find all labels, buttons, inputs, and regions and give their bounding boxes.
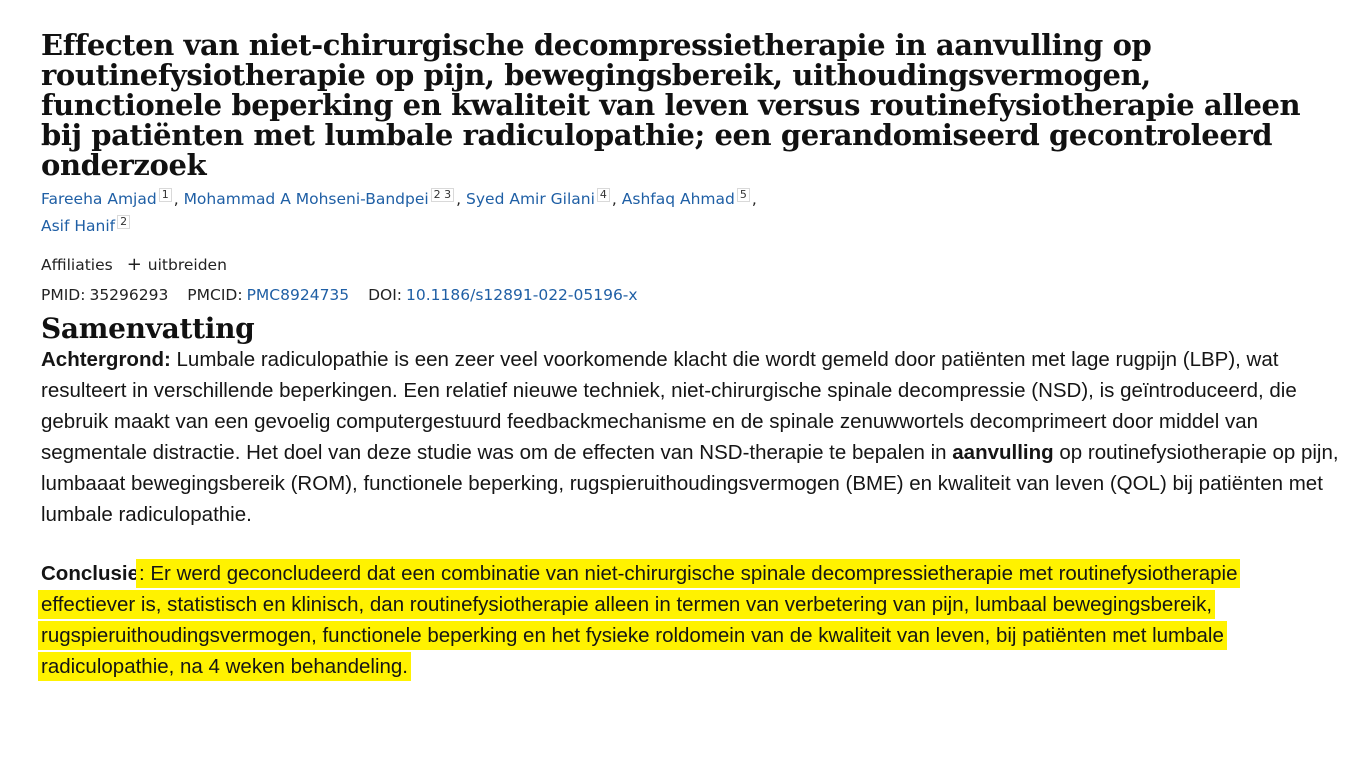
abstract-heading: Samenvatting xyxy=(41,312,255,345)
background-paragraph xyxy=(41,344,1341,530)
pmcid-link[interactable]: PMC8924735 xyxy=(246,286,350,304)
affiliation-ref[interactable]: 4 xyxy=(597,188,610,202)
doi-link[interactable]: 10.1186/s12891-022-05196-x xyxy=(406,286,638,304)
author-link[interactable]: Fareeha Amjad xyxy=(41,190,157,208)
background-bold-word: aanvulling xyxy=(952,441,1054,464)
article xyxy=(41,30,1341,703)
pmcid-label: PMCID: xyxy=(187,286,243,304)
author-link[interactable]: Asif Hanif xyxy=(41,217,116,235)
affiliation-ref[interactable]: 2 xyxy=(117,215,130,229)
doi-label: DOI: xyxy=(368,286,403,304)
background-text: Lumbale radiculopathie is een zeer veel voorkomende klacht die wordt gemeld door patiënten met lage rugpijn (LBP), wat resulteert in verschillende beperkingen. Een relatief nieuwe techniek, niet-chirurgische spinale decompressie (NSD), is geïntroduceerd, die gebruik maakt van een gevoelig computergestuurd feedbackmechanisme en de spinale zenuwwortels decomprimeert door middel van segmentale distractie. Het doel van deze studie was om de effecten van NSD-therapie te bepalen in xyxy=(41,348,1297,464)
plus-icon: + xyxy=(126,254,142,275)
conclusion-paragraph xyxy=(41,558,1306,682)
pmid-label: PMID: xyxy=(41,286,86,304)
background-text-continued: op routinefysiotherapie op pijn, lumbaaat bewegingsbereik (ROM), functionele beperking, rugspieruithoudingsvermogen (BME) en kwaliteit van leven (QOL) bij patiënten met lumbale radiculopathie. xyxy=(41,441,1339,526)
affiliations-label: Affiliaties xyxy=(41,256,113,274)
background-label: Achtergrond: xyxy=(41,348,171,371)
article-title: Effecten van niet-chirurgische decompressietherapie in aanvulling op routinefysiotherapie op pijn, bewegingsbereik, uithoudingsvermogen, functionele beperking en kwaliteit van leven versus routinefysiotherapie alleen bij patiënten met lumbale radiculopathie; een gerandomiseerd gecontroleerd onderzoek xyxy=(41,28,1301,182)
conclusion-colon: : xyxy=(138,562,145,585)
conclusion-highlight xyxy=(41,562,1237,678)
affiliations-row xyxy=(41,256,1341,274)
conclusion-label: Conclusie xyxy=(41,562,139,585)
expand-label: uitbreiden xyxy=(147,256,227,274)
pmid-value: 35296293 xyxy=(89,286,169,304)
expand-affiliations-button[interactable] xyxy=(127,256,227,274)
author-link[interactable]: Ashfaq Ahmad xyxy=(621,190,735,208)
affiliation-ref[interactable]: 2 3 xyxy=(431,188,455,202)
author-list: Fareeha Amjad 1 , Mohammad A Mohseni-Bandpei 2 3 , Syed Amir Gilani 4 , Ashfaq Ahmad 5 , Asif Hanif 2 xyxy=(41,188,757,235)
affiliation-ref[interactable]: 1 xyxy=(159,188,172,202)
identifiers-row xyxy=(41,286,1341,304)
author-link[interactable]: Mohammad A Mohseni-Bandpei xyxy=(183,190,429,208)
conclusion-text: Er werd geconcludeerd dat een combinatie van niet-chirurgische spinale decompressietherapie met routinefysiotherapie effectiever is, statistisch en klinisch, dan routinefysiotherapie alleen in termen van verbetering van pijn, lumbaal bewegingsbereik, rugspieruithoudingsvermogen, functionele beperking en het fysieke roldomein van de kwaliteit van leven, bij patiënten met lumbale radiculopathie, na 4 weken behandeling. xyxy=(41,562,1238,678)
author-link[interactable]: Syed Amir Gilani xyxy=(466,190,595,208)
affiliation-ref[interactable]: 5 xyxy=(737,188,750,202)
